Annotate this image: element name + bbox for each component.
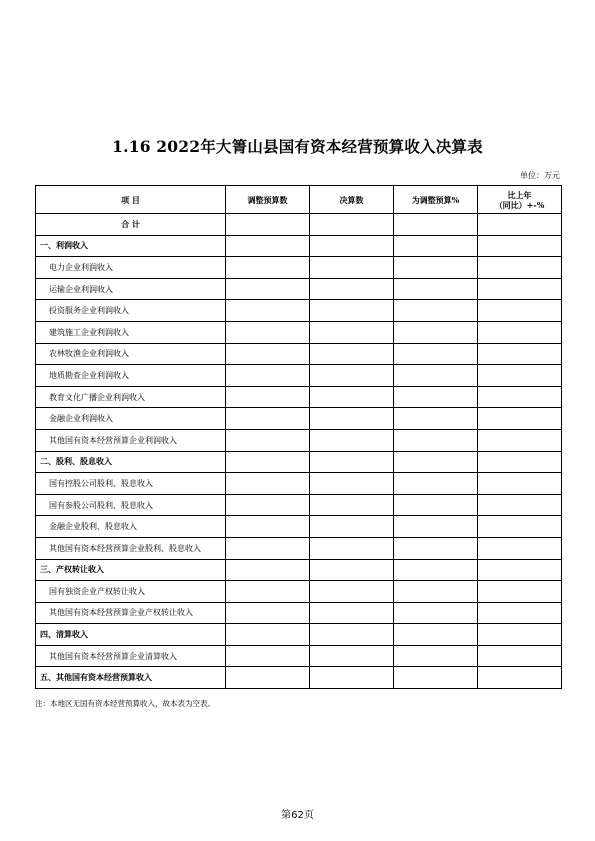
table-row	[36, 645, 562, 667]
table-row	[36, 667, 562, 689]
table-row	[36, 257, 562, 279]
budget-table	[35, 185, 562, 689]
table-note: 注：本地区无国有资本经营预算收入，故本表为空表。	[35, 699, 215, 708]
yoy-cell	[478, 408, 562, 430]
pct-of-adjusted-cell	[394, 516, 478, 538]
table-row	[36, 602, 562, 624]
final-accounts-cell	[310, 429, 394, 451]
pct-of-adjusted-cell	[394, 386, 478, 408]
header-item: 项 目	[36, 186, 226, 214]
adjusted-budget-cell	[226, 365, 310, 387]
adjusted-budget-cell	[226, 278, 310, 300]
yoy-cell	[478, 645, 562, 667]
adjusted-budget-cell	[226, 581, 310, 603]
row-label: 一、利润收入	[36, 235, 226, 257]
final-accounts-cell	[310, 516, 394, 538]
adjusted-budget-cell	[226, 386, 310, 408]
adjusted-budget-cell	[226, 429, 310, 451]
yoy-cell	[478, 494, 562, 516]
final-accounts-cell	[310, 473, 394, 495]
adjusted-budget-cell	[226, 559, 310, 581]
yoy-cell	[478, 235, 562, 257]
yoy-cell	[478, 516, 562, 538]
final-accounts-cell	[310, 365, 394, 387]
yoy-cell	[478, 300, 562, 322]
yoy-cell	[478, 386, 562, 408]
yoy-cell	[478, 624, 562, 646]
final-accounts-cell	[310, 257, 394, 279]
table-row	[36, 365, 562, 387]
pct-of-adjusted-cell	[394, 343, 478, 365]
pct-of-adjusted-cell	[394, 429, 478, 451]
row-label: 其他国有资本经营预算企业产权转让收入	[36, 602, 226, 624]
final-accounts-cell	[310, 300, 394, 322]
pct-of-adjusted-cell	[394, 235, 478, 257]
row-label: 其他国有资本经营预算企业利润收入	[36, 429, 226, 451]
table-row	[36, 321, 562, 343]
adjusted-budget-cell	[226, 235, 310, 257]
final-accounts-cell	[310, 624, 394, 646]
yoy-cell	[478, 278, 562, 300]
yoy-cell	[478, 343, 562, 365]
final-accounts-cell	[310, 451, 394, 473]
adjusted-budget-cell	[226, 494, 310, 516]
row-label: 国有参股公司股利、股息收入	[36, 494, 226, 516]
row-label: 五、其他国有资本经营预算收入	[36, 667, 226, 689]
final-accounts-cell	[310, 235, 394, 257]
header-pct-of-adjusted: 为调整预算%	[394, 186, 478, 214]
document-title: 1.16 2022年大箐山县国有资本经营预算收入决算表	[112, 137, 483, 156]
pct-of-adjusted-cell	[394, 494, 478, 516]
unit-label: 单位：万元	[520, 171, 560, 180]
page-number: 第62页	[281, 810, 314, 821]
pct-of-adjusted-cell	[394, 559, 478, 581]
row-label: 三、产权转让收入	[36, 559, 226, 581]
header-yoy-line1: 比上年	[507, 189, 532, 200]
pct-of-adjusted-cell	[394, 581, 478, 603]
adjusted-budget-cell	[226, 537, 310, 559]
row-label: 投资服务企业利润收入	[36, 300, 226, 322]
yoy-cell	[478, 451, 562, 473]
table-row	[36, 429, 562, 451]
yoy-cell	[478, 214, 562, 236]
row-label: 教育文化广播企业利润收入	[36, 386, 226, 408]
adjusted-budget-cell	[226, 602, 310, 624]
table-body	[36, 214, 562, 689]
pct-of-adjusted-cell	[394, 278, 478, 300]
table-row	[36, 581, 562, 603]
final-accounts-cell	[310, 559, 394, 581]
adjusted-budget-cell	[226, 667, 310, 689]
table-row	[36, 516, 562, 538]
yoy-cell	[478, 473, 562, 495]
row-label: 二、股利、股息收入	[36, 451, 226, 473]
pct-of-adjusted-cell	[394, 645, 478, 667]
header-yoy-line2: （同比）+-%	[494, 199, 545, 210]
adjusted-budget-cell	[226, 321, 310, 343]
pct-of-adjusted-cell	[394, 451, 478, 473]
final-accounts-cell	[310, 667, 394, 689]
row-label: 国有控股公司股利、股息收入	[36, 473, 226, 495]
yoy-cell	[478, 321, 562, 343]
table-row	[36, 537, 562, 559]
adjusted-budget-cell	[226, 343, 310, 365]
yoy-cell	[478, 581, 562, 603]
row-label: 金融企业股利、股息收入	[36, 516, 226, 538]
yoy-cell	[478, 559, 562, 581]
pct-of-adjusted-cell	[394, 408, 478, 430]
pct-of-adjusted-cell	[394, 602, 478, 624]
yoy-cell	[478, 537, 562, 559]
row-label: 农林牧渔企业利润收入	[36, 343, 226, 365]
row-label: 电力企业利润收入	[36, 257, 226, 279]
table-row	[36, 386, 562, 408]
final-accounts-cell	[310, 645, 394, 667]
final-accounts-cell	[310, 581, 394, 603]
pct-of-adjusted-cell	[394, 624, 478, 646]
pct-of-adjusted-cell	[394, 537, 478, 559]
table-header-row	[36, 186, 562, 214]
row-label: 国有独资企业产权转让收入	[36, 581, 226, 603]
table-row	[36, 278, 562, 300]
table-row	[36, 214, 562, 236]
final-accounts-cell	[310, 278, 394, 300]
final-accounts-cell	[310, 494, 394, 516]
adjusted-budget-cell	[226, 214, 310, 236]
final-accounts-cell	[310, 537, 394, 559]
header-final-accounts: 决算数	[310, 186, 394, 214]
row-label: 运输企业利润收入	[36, 278, 226, 300]
table-row	[36, 473, 562, 495]
final-accounts-cell	[310, 321, 394, 343]
pct-of-adjusted-cell	[394, 365, 478, 387]
pct-of-adjusted-cell	[394, 473, 478, 495]
adjusted-budget-cell	[226, 645, 310, 667]
yoy-cell	[478, 257, 562, 279]
final-accounts-cell	[310, 408, 394, 430]
table-row	[36, 300, 562, 322]
adjusted-budget-cell	[226, 516, 310, 538]
row-label: 地质勘查企业利润收入	[36, 365, 226, 387]
table-row	[36, 408, 562, 430]
adjusted-budget-cell	[226, 408, 310, 430]
yoy-cell	[478, 365, 562, 387]
adjusted-budget-cell	[226, 624, 310, 646]
yoy-cell	[478, 602, 562, 624]
final-accounts-cell	[310, 386, 394, 408]
table-row	[36, 559, 562, 581]
header-adjusted-budget: 调整预算数	[226, 186, 310, 214]
pct-of-adjusted-cell	[394, 214, 478, 236]
row-label: 其他国有资本经营预算企业股利、股息收入	[36, 537, 226, 559]
yoy-cell	[478, 429, 562, 451]
pct-of-adjusted-cell	[394, 257, 478, 279]
table-row	[36, 494, 562, 516]
adjusted-budget-cell	[226, 257, 310, 279]
final-accounts-cell	[310, 214, 394, 236]
adjusted-budget-cell	[226, 473, 310, 495]
row-label: 建筑施工企业利润收入	[36, 321, 226, 343]
adjusted-budget-cell	[226, 300, 310, 322]
row-label: 合 计	[36, 214, 226, 236]
table-row	[36, 451, 562, 473]
header-yoy	[478, 186, 562, 214]
pct-of-adjusted-cell	[394, 300, 478, 322]
table-row	[36, 624, 562, 646]
table-row	[36, 235, 562, 257]
yoy-cell	[478, 667, 562, 689]
pct-of-adjusted-cell	[394, 321, 478, 343]
pct-of-adjusted-cell	[394, 667, 478, 689]
table-row	[36, 343, 562, 365]
final-accounts-cell	[310, 343, 394, 365]
row-label: 其他国有资本经营预算企业清算收入	[36, 645, 226, 667]
row-label: 四、清算收入	[36, 624, 226, 646]
adjusted-budget-cell	[226, 451, 310, 473]
final-accounts-cell	[310, 602, 394, 624]
row-label: 金融企业利润收入	[36, 408, 226, 430]
